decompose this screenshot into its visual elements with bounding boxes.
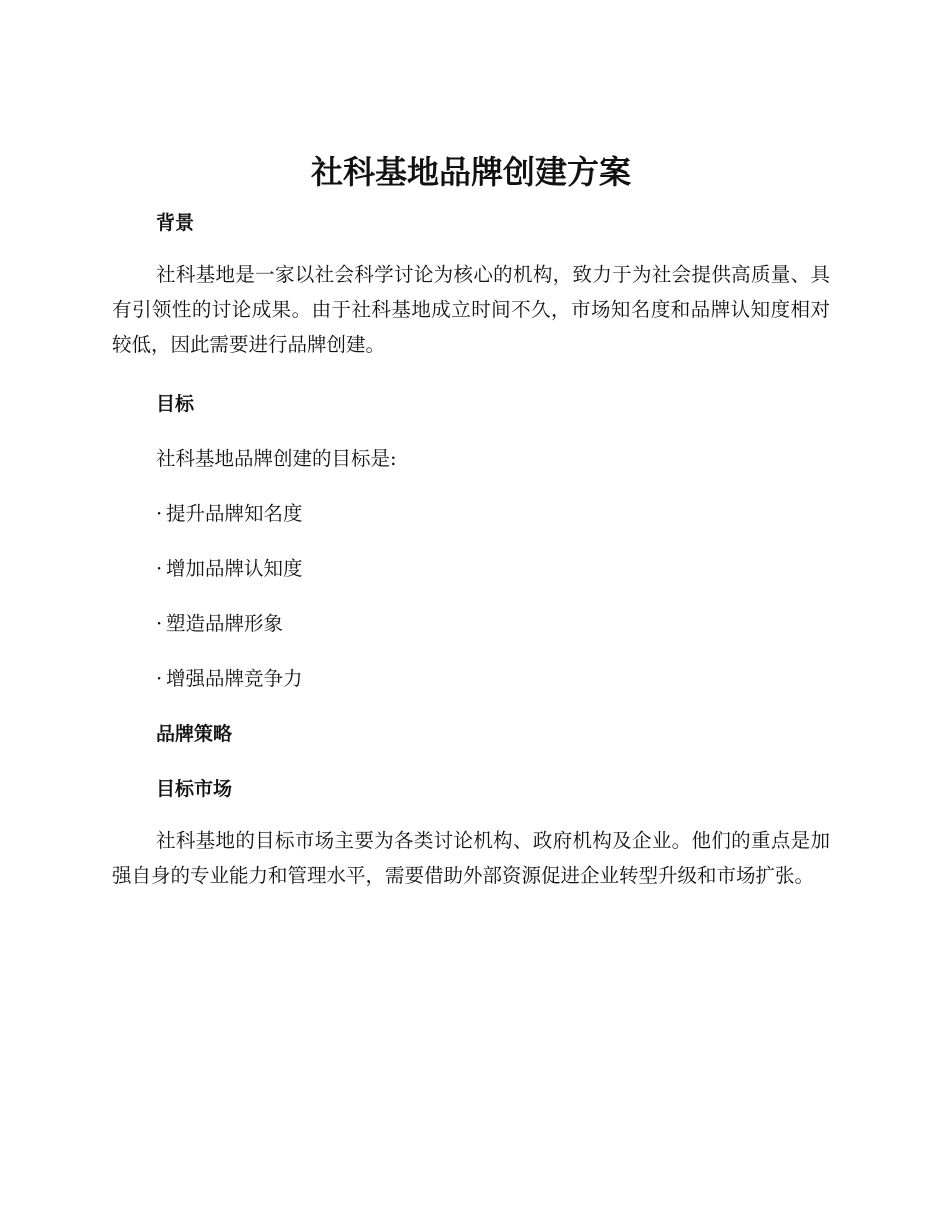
document-title: 社科基地品牌创建方案 <box>310 153 631 191</box>
list-item-text: 增强品牌竞争力 <box>166 667 303 690</box>
list-item-text: 提升品牌知名度 <box>166 502 303 525</box>
background-paragraph: 社科基地是一家以社会科学讨论为核心的机构，致力于为社会提供高质量、具有引领性的讨论成果。由于社科基地成立时间不久，市场知名度和品牌认知度相对较低，因此需要进行品牌创建。 <box>112 263 830 356</box>
goals-list <box>112 500 830 693</box>
section-heading-target-market: 目标市场 <box>156 778 233 800</box>
list-item-text: 塑造品牌形象 <box>166 612 284 635</box>
bullet-dot: · <box>156 502 163 525</box>
target-market-paragraph: 社科基地的目标市场主要为各类讨论机构、政府机构及企业。他们的重点是加强自身的专业能力和管理水平，需要借助外部资源促进企业转型升级和市场扩张。 <box>112 829 830 887</box>
document-page <box>112 150 830 893</box>
bullet-dot: · <box>156 557 163 580</box>
goals-intro: 社科基地品牌创建的目标是: <box>156 447 397 470</box>
bullet-dot: · <box>156 612 163 635</box>
list-item <box>112 555 830 583</box>
list-item <box>112 610 830 638</box>
section-heading-goals: 目标 <box>156 393 195 415</box>
list-item <box>112 500 830 528</box>
section-heading-strategy: 品牌策略 <box>156 723 233 745</box>
list-item <box>112 665 830 693</box>
list-item-text: 增加品牌认知度 <box>166 557 303 580</box>
bullet-dot: · <box>156 667 163 690</box>
section-heading-background: 背景 <box>156 212 195 234</box>
